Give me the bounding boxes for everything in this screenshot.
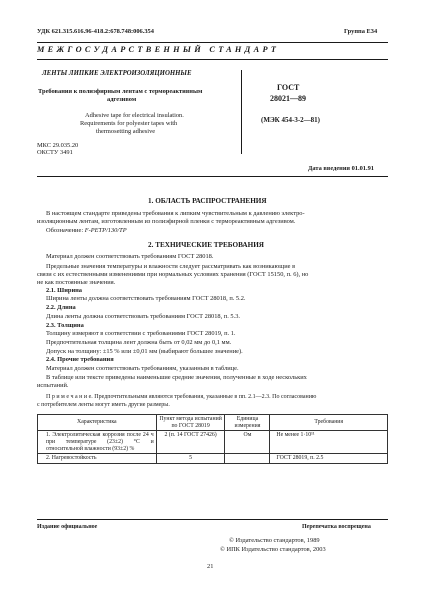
table-cell-unit: Ом: [225, 431, 270, 454]
title-divider: [241, 70, 242, 154]
table-cell-method: 2 (п. 14 ГОСТ 27426): [156, 431, 225, 454]
subsection-2-2-text: Длина ленты должна соответствовать требованиям ГОСТ 28018, п. 5.3.: [46, 313, 241, 320]
doc-subtitle-line1: Требования к полиэфирным лентам с термореактивным: [38, 88, 203, 95]
subsection-2-4-text1: Материал должен соответствовать требованиям, указанным в таблице.: [46, 365, 239, 372]
subsection-2-1-heading: 2.1. Ширина: [46, 287, 82, 294]
table-row: [38, 431, 388, 454]
section1-heading: 1. ОБЛАСТЬ РАСПРОСТРАНЕНИЯ: [148, 197, 267, 205]
table-header-cell: Пункт метода испытаний по ГОСТ 28019: [156, 415, 225, 431]
intro-date-value: 01.01.91: [351, 165, 374, 172]
table-header-cell: Требования: [270, 415, 388, 431]
copyright-line2: © ИПК Издательство стандартов, 2003: [220, 546, 326, 553]
udk-code: УДК 621.315.616.96-418.2:678.748:006.354: [37, 28, 154, 35]
subsection-2-2-heading: 2.2. Длина: [46, 304, 76, 311]
gost-label: ГОСТ: [277, 83, 300, 92]
subsection-2-3-text1: Толщину измеряют в соответствии с требованиями ГОСТ 28019, п. 1.: [46, 330, 236, 337]
english-title-line3: thermosetting adhesive: [96, 128, 156, 135]
subsection-2-1-text: Ширина ленты должна соответствовать требованиям ГОСТ 28018, п. 5.2.: [46, 295, 246, 302]
note-line2: с потребителем ленты могут иметь другие размеры.: [37, 402, 170, 408]
footer-rule: [37, 519, 388, 520]
section1-paragraph-line1: В настоящем стандарте приведены требования к липким чувствительным к давлению электро-: [46, 210, 305, 217]
intro-date: [308, 166, 374, 172]
table-cell-characteristic: 1. Электролитическая коррозия после 24 ч при температуре (23±2) °С и относительной влажности (93±2) %: [38, 431, 157, 454]
table-header-cell: Единица измерения: [225, 415, 270, 431]
table-row: [38, 454, 388, 464]
designation: [46, 228, 127, 234]
note-label: П р и м е ч а н и е.: [46, 394, 93, 400]
section2-p1: Материал должен соответствовать требованиям ГОСТ 28018.: [46, 253, 214, 260]
copyright-line1: © Издательство стандартов, 1989: [229, 537, 320, 544]
header-rule-top: [37, 42, 388, 43]
designation-value: F-PETP/130/TP: [84, 227, 127, 234]
requirements-table: [37, 414, 388, 464]
designation-label: Обозначение:: [46, 227, 84, 234]
table-cell-unit: [225, 454, 270, 464]
subsection-2-3-text2: Предпочтительная толщина лент должна быть от 0,02 мм до 0,1 мм.: [46, 339, 232, 346]
section2-p2-line1: Предельные значения температуры и влажности следует рассматривать как возникающие в: [46, 263, 296, 270]
note-text1: Предпочтительными являются требования, указанные в пп. 2.1—2.3. По согласованию: [94, 394, 317, 400]
doc-subtitle-line2: адгезивом: [107, 96, 137, 103]
okstu-code: ОКСТУ 3491: [37, 149, 73, 156]
iec-number: (МЭК 454-3-2—81): [261, 116, 321, 124]
standard-banner: МЕЖГОСУДАРСТВЕННЫЙ СТАНДАРТ: [37, 45, 280, 54]
doc-title: ЛЕНТЫ ЛИПКИЕ ЭЛЕКТРОИЗОЛЯЦИОННЫЕ: [42, 70, 192, 77]
gost-number: 28021—89: [270, 94, 306, 103]
subsection-2-4-heading: 2.4. Прочие требования: [46, 356, 114, 363]
table-cell-characteristic: 2. Нагревостойкость: [38, 454, 157, 464]
intro-date-label: Дата введения: [308, 165, 350, 172]
section1-paragraph-line2: изоляционным лентам, изготовленным из полиэфирной пленки с термореактивным адгезивом.: [37, 218, 296, 225]
header-rule-bottom: [37, 59, 388, 60]
table-header-cell: Характеристика: [38, 415, 157, 431]
group-code: Группа Е34: [344, 28, 378, 35]
subsection-2-3-text3: Допуск на толщину: ±15 % или ±0,01 мм (выбирают большее значение).: [46, 348, 243, 355]
table-cell-requirement: ГОСТ 28019, п. 2.5: [270, 454, 388, 464]
section2-p2-line2: связи с их естественными изменениями при нормальных условиях хранения (ГОСТ 15150, п. 6), но: [37, 271, 309, 278]
official-edition: Издание официальное: [37, 524, 98, 530]
mks-code: МКС 29.035.20: [37, 142, 79, 149]
reprint-notice: Перепечатка воспрещена: [302, 524, 371, 530]
english-title-line2: Requirements for polyester tapes with: [80, 120, 178, 127]
table-cell-requirement: Не менее 1·10¹¹: [270, 431, 388, 454]
table-cell-method: 5: [156, 454, 225, 464]
section2-p2-line3: не как постоянные значения.: [37, 279, 116, 286]
english-title-line1: Adhesive tape for electrical insulation.: [85, 112, 184, 119]
section2-heading: 2. ТЕХНИЧЕСКИЕ ТРЕБОВАНИЯ: [148, 241, 264, 249]
subsection-2-4-text2-line2: испытаний.: [37, 382, 69, 389]
page-number: 21: [207, 563, 214, 570]
intro-rule: [37, 176, 388, 177]
note-line1: [46, 394, 316, 400]
table-header-row: [38, 415, 388, 431]
subsection-2-3-heading: 2.3. Толщина: [46, 322, 84, 329]
subsection-2-4-text2-line1: В таблице или тексте приведены наименьшие средние значения, полученные в ходе нескольких: [46, 374, 307, 381]
